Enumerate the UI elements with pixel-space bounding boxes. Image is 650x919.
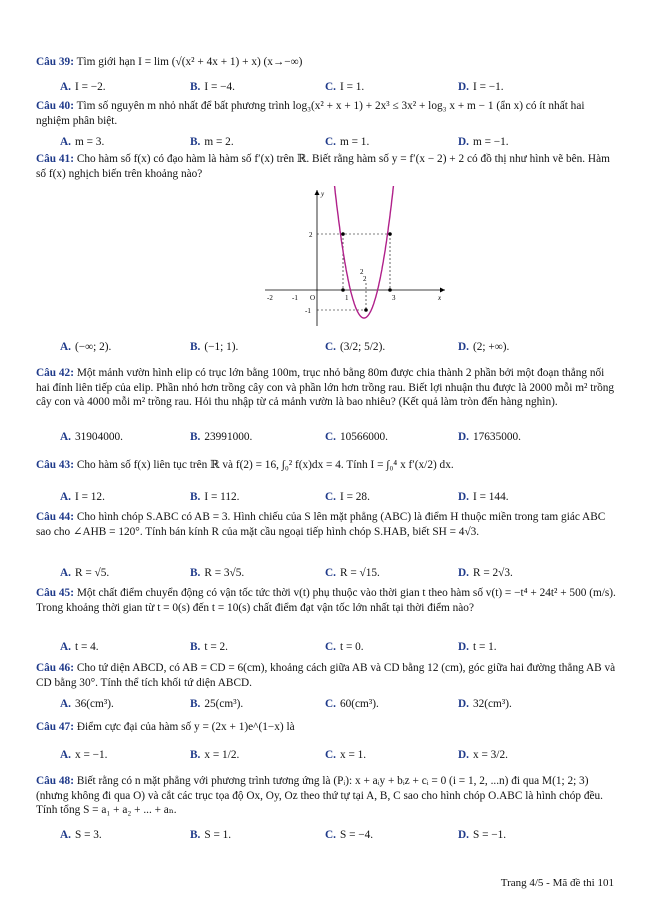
option-a[interactable]: A. 36(cm³). [60, 698, 114, 710]
point-3-2 [388, 232, 392, 236]
question-47: Câu 47: Điểm cực đại của hàm số y = (2x + 1)e^(1−x) là [36, 721, 295, 733]
point-vertex [364, 308, 368, 312]
option-b[interactable]: B. m = 2. [190, 136, 234, 148]
option-a[interactable]: A. S = 3. [60, 829, 102, 841]
options-42 [60, 430, 620, 446]
option-b[interactable]: B. R = 3√5. [190, 567, 245, 579]
function-graph [260, 186, 450, 331]
tick-origin: O [310, 294, 316, 302]
point-1-0 [341, 288, 345, 292]
question-45: Câu 45: Một chất điểm chuyển động có vận tốc tức thời v(t) phụ thuộc vào thời gian t theo hàm số v(t) = −t⁴ + 24t² + 500 (m/s). Trong khoảng thời gian từ t = 0(s) đến t = 10(s) chất điểm đạt vận tốc lớn nhất tại thời điểm nào? [36, 587, 616, 614]
tick-x-3: 3 [392, 294, 396, 302]
option-c[interactable]: C. t = 0. [325, 641, 364, 653]
option-c[interactable]: C. x = 1. [325, 749, 367, 761]
option-a[interactable]: A. m = 3. [60, 136, 105, 148]
tick-y-m1: -1 [305, 307, 311, 315]
question-46: Câu 46: Cho tứ diện ABCD, có AB = CD = 6(cm), khoảng cách giữa AB và CD bằng 12 (cm), góc giữa hai đường thẳng AB và CD bằng 30°. Tính thể tích khối tứ diện ABCD. [36, 662, 616, 689]
tick-y-2: 2 [309, 231, 313, 239]
option-d[interactable]: D. I = 144. [458, 491, 509, 503]
option-b[interactable]: B. S = 1. [190, 829, 232, 841]
options-40 [60, 135, 620, 151]
page-footer: Trang 4/5 - Mã đề thi 101 [500, 877, 614, 889]
question-40: Câu 40: Tìm số nguyên m nhỏ nhất để bất phương trình log₃(x² + x + 1) + 2x³ ≤ 3x² + log₃ x + m − 1 (ẩn x) có ít nhất hai nghiệm phân biệt. [36, 100, 585, 127]
options-45 [60, 640, 620, 656]
question-48: Câu 48: Biết rằng có n mặt phẳng với phương trình tương ứng là (Pᵢ): x + aᵢy + bᵢz + cᵢ = 0 (i = 1, 2, ...n) đi qua M(1; 2; 3) (nhưng không đi qua O) và cắt các trục tọa độ Ox, Oy, Oz theo thứ tự tại A, B, C sao cho hình chóp O.ABC là hình chóp đều. Tính tổng S = a₁ + a₂ + ... + aₙ. [36, 775, 603, 817]
axis-y-label: y [321, 190, 325, 198]
option-a[interactable]: A. x = −1. [60, 749, 108, 761]
point-3-0 [388, 288, 392, 292]
option-d[interactable]: D. x = 3/2. [458, 749, 508, 761]
option-c[interactable]: C. 10566000. [325, 431, 388, 443]
option-b[interactable]: B. x = 1/2. [190, 749, 240, 761]
parabola-curve [331, 186, 397, 318]
question-number: Câu 39: [36, 56, 74, 68]
option-d[interactable]: D. (2; +∞). [458, 341, 510, 353]
question-43: Câu 43: Cho hàm số f(x) liên tục trên ℝ và f(2) = 16, ∫₀² f(x)dx = 4. Tính I = ∫₀⁴ x f′(x/2) dx. [36, 459, 454, 471]
option-b[interactable]: B. 25(cm³). [190, 698, 244, 710]
option-a[interactable]: A. I = 12. [60, 491, 105, 503]
option-c[interactable]: C. (3/2; 5/2). [325, 341, 386, 353]
option-b[interactable]: B. 23991000. [190, 431, 253, 443]
tick-x-m2: -2 [267, 294, 273, 302]
option-b[interactable]: B. I = 112. [190, 491, 240, 503]
question-text: Tìm giới hạn I = lim (√(x² + 4x + 1) + x) (x→−∞) [76, 56, 303, 68]
option-d[interactable]: D. I = −1. [458, 81, 504, 93]
option-b[interactable]: B. I = −4. [190, 81, 235, 93]
option-c[interactable]: C. I = 1. [325, 81, 365, 93]
options-41 [60, 340, 620, 356]
option-d[interactable]: D. 32(cm³). [458, 698, 512, 710]
option-c[interactable]: C. S = −4. [325, 829, 374, 841]
option-a[interactable]: A. R = √5. [60, 567, 110, 579]
option-a[interactable]: A. (−∞; 2). [60, 341, 112, 353]
option-c[interactable]: C. R = √15. [325, 567, 380, 579]
options-48 [60, 828, 620, 844]
x-axis-arrow-icon [440, 288, 445, 293]
question-42: Câu 42: Một mảnh vườn hình elip có trục lớn bằng 100m, trục nhỏ bằng 80m được chia thành 2 phần bởi một đoạn thẳng nối hai đỉnh liên tiếp của elip. Phần nhỏ hơn trồng cây con và phần lớn hơn trồng rau. Biết lợi nhuận thu được là 2000 mỗi m² trồng cây con và 4000 mỗi m² trồng rau. Hỏi thu nhập từ cả mảnh vườn là bao nhiêu? (Kết quả làm tròn đến hàng nghìn). [36, 367, 615, 409]
question-39 [36, 55, 616, 70]
y-axis-arrow-icon [315, 190, 320, 195]
option-b[interactable]: B. (−1; 1). [190, 341, 239, 353]
options-47 [60, 748, 620, 764]
option-a[interactable]: A. 31904000. [60, 431, 123, 443]
option-d[interactable]: D. S = −1. [458, 829, 507, 841]
option-d[interactable]: D. R = 2√3. [458, 567, 513, 579]
option-d[interactable]: D. m = −1. [458, 136, 509, 148]
option-a[interactable]: A. t = 4. [60, 641, 99, 653]
options-43 [60, 490, 620, 506]
option-c[interactable]: C. 60(cm³). [325, 698, 379, 710]
options-44 [60, 566, 620, 582]
tick-x-2: 2 [363, 275, 367, 283]
options-46 [60, 697, 620, 713]
option-a[interactable]: A. I = −2. [60, 81, 106, 93]
tick-x-m1: -1 [292, 294, 298, 302]
axis-x-label: x [438, 294, 442, 302]
question-44: Câu 44: Cho hình chóp S.ABC có AB = 3. Hình chiếu của S lên mặt phẳng (ABC) là điểm H thuộc miền trong tam giác ABC sao cho ∠AHB = 120°. Tính bán kính R của mặt cầu ngoại tiếp hình chóp S.HAB, biết SH = 4√3. [36, 511, 606, 538]
option-b[interactable]: B. t = 2. [190, 641, 228, 653]
option-c[interactable]: C. I = 28. [325, 491, 370, 503]
option-c[interactable]: C. m = 1. [325, 136, 370, 148]
question-41: Câu 41: Cho hàm số f(x) có đạo hàm là hàm số f′(x) trên ℝ. Biết rằng hàm số y = f′(x − 2) + 2 có đồ thị như hình vẽ bên. Hàm số f(x) nghịch biến trên khoảng nào? [36, 153, 610, 180]
point-1-2 [341, 232, 345, 236]
option-d[interactable]: D. t = 1. [458, 641, 497, 653]
tick-x-1: 1 [345, 294, 349, 302]
options-39 [60, 80, 620, 96]
option-d[interactable]: D. 17635000. [458, 431, 521, 443]
point-label: 2 [360, 268, 364, 276]
